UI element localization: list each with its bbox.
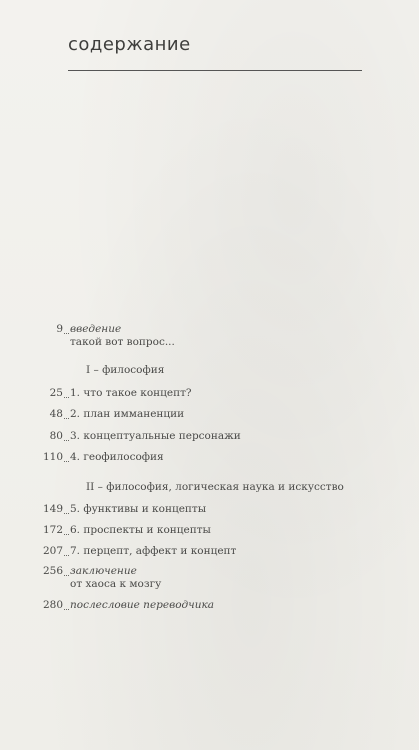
page-number: 280	[42, 599, 63, 611]
page-number: 80	[49, 430, 63, 442]
dot-leader	[64, 574, 69, 576]
page-number: 9	[56, 323, 63, 335]
entry-title: 3. концептуальные персонажи	[70, 430, 241, 442]
entry-title: 1. что такое концепт?	[70, 387, 192, 399]
page-number: 256	[42, 565, 63, 577]
page-title: содержание	[68, 34, 191, 55]
page-number: 25	[49, 387, 63, 399]
dot-leader	[64, 332, 69, 334]
entry-subtitle: такой вот вопрос...	[70, 336, 175, 348]
entry-title: 7. перцепт, аффект и концепт	[70, 545, 237, 557]
dot-leader	[64, 439, 69, 441]
page-number: 48	[49, 408, 63, 420]
dot-leader	[64, 554, 69, 556]
dot-leader	[64, 396, 69, 398]
entry-title: введение	[70, 323, 122, 335]
entry-title: 4. геофилософия	[70, 451, 164, 463]
page-number: 149	[42, 503, 63, 515]
entry-title: послесловие переводчика	[70, 599, 215, 611]
dot-leader	[64, 417, 69, 419]
entry-subtitle: от хаоса к мозгу	[70, 578, 162, 590]
title-divider	[68, 70, 362, 71]
entry-title: заключение	[70, 565, 137, 577]
entry-title: 5. функтивы и концепты	[70, 503, 207, 515]
part-title: I – философия	[86, 364, 165, 376]
dot-leader	[64, 512, 69, 514]
dot-leader	[64, 533, 69, 535]
entry-title: 2. план имманенции	[70, 408, 185, 420]
page-number: 207	[42, 545, 63, 557]
page-number: 110	[42, 451, 63, 463]
dot-leader	[64, 608, 69, 610]
part-title: II – философия, логическая наука и искусство	[86, 481, 344, 493]
page-number: 172	[42, 524, 63, 536]
entry-title: 6. проспекты и концепты	[70, 524, 211, 536]
dot-leader	[64, 460, 69, 462]
